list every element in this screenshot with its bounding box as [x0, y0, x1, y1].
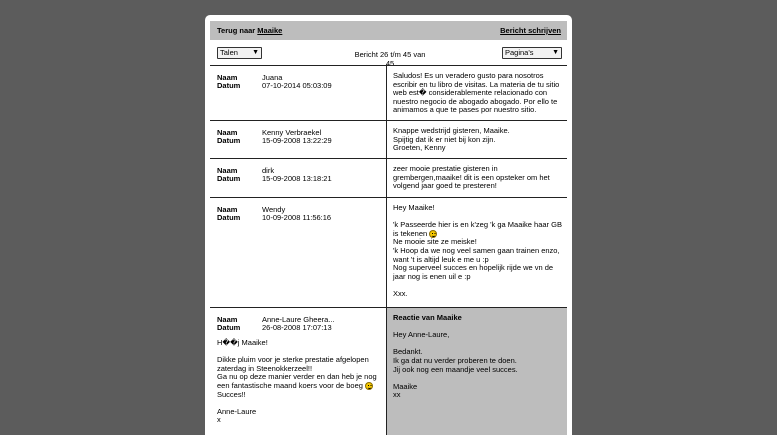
entry-author: Kenny Verbraekel — [262, 128, 322, 137]
entry-meta — [210, 66, 386, 121]
message-line: Ne mooie site ze meiske! — [393, 237, 477, 247]
message-line: Succes!! — [217, 389, 246, 399]
entry-author: Juana — [262, 73, 283, 82]
reply-line: xx — [393, 390, 401, 400]
entry-date: 10-09-2008 11:56:16 — [262, 213, 332, 222]
entry-date: 15-09-2008 13:22:29 — [262, 136, 332, 145]
entry-message: Saludos! Es un veradero gusto para nosotros escribir en tu libro de visitas. La materia de tu sitio web est� considerablemente relacionado con nuestro negocio de abogado abogado. Por ello te animamos a que te pases por nuestro sitio. — [393, 71, 560, 115]
chevron-down-icon: ▼ — [552, 49, 559, 56]
reply-line: Ik ga dat nu verder proberen te doen. — [393, 355, 517, 365]
message-line-text: Ga nu op deze manier verder en dan heb je nog een fantastische maand koers voor de boeg — [217, 372, 379, 390]
message-line-text: 'k Passeerde hier is en k'zeg 'k ga Maaike haar GB is tekenen — [393, 220, 565, 238]
pages-select-value: Pagina's — [505, 48, 534, 57]
reply-line: Maaike — [393, 381, 418, 391]
back-link-group — [217, 26, 282, 35]
entry-message-cell — [386, 66, 567, 121]
guestbook-entry — [210, 65, 567, 121]
message-line: Hey Maaike! — [393, 203, 435, 212]
reply-line — [393, 374, 563, 383]
chevron-down-icon: ▼ — [252, 49, 259, 56]
message-line: Nog superveel succes en hopelijk rijde we vn de jaar nog is enen uil e :p — [393, 263, 556, 281]
entry-message-cell — [386, 159, 567, 198]
smiley-icon — [365, 382, 373, 390]
name-label: Naam — [217, 73, 238, 82]
entry-author: dirk — [262, 166, 275, 175]
entry-date: 15-09-2008 13:18:21 — [262, 174, 332, 183]
name-label: Naam — [217, 315, 238, 324]
name-label: Naam — [217, 166, 238, 175]
entry-message — [217, 339, 380, 425]
entry-message-cell — [386, 198, 567, 308]
reply-title: Reactie van Maaike — [393, 313, 462, 322]
entry-author: Anne-Laure Gheera... — [262, 315, 335, 324]
guestbook-header-bar — [210, 21, 567, 40]
name-label: Naam — [217, 128, 238, 137]
entry-date: 26-08-2008 17:07:13 — [262, 323, 332, 332]
entry-author: Wendy — [262, 205, 286, 214]
message-range-info: Bericht 26 t/m 45 van 45 — [354, 50, 426, 68]
name-label: Naam — [217, 205, 238, 214]
message-line: Xxx. — [393, 288, 408, 298]
pages-select[interactable] — [502, 47, 562, 59]
entry-meta — [210, 121, 386, 159]
entry-meta — [210, 308, 386, 435]
entry-message — [393, 204, 563, 299]
write-message-link[interactable]: Bericht schrijven — [500, 26, 561, 35]
reply-line: Bedankt. — [393, 347, 423, 357]
entry-date: 07-10-2014 05:03:09 — [262, 81, 332, 90]
owner-reply — [393, 314, 563, 400]
guestbook-panel — [205, 15, 572, 435]
guestbook-navigation — [210, 40, 567, 68]
owner-reply-cell — [386, 308, 567, 435]
entry-meta — [210, 198, 386, 308]
back-prefix: Terug naar — [217, 26, 256, 35]
date-label: Datum — [217, 213, 241, 222]
date-label: Datum — [217, 136, 241, 145]
message-line — [217, 373, 380, 390]
guestbook-entry — [210, 307, 567, 435]
guestbook-entry — [210, 120, 567, 159]
reply-line: Hey Anne-Laure, — [393, 330, 450, 340]
message-line: 'k Hoop da we nog veel samen gaan trainen enzo, want 't is altijd leuk e me u :p — [393, 245, 562, 264]
message-line: H��j Maaike! — [217, 338, 268, 347]
date-label: Datum — [217, 81, 241, 90]
message-line: x — [217, 415, 221, 425]
guestbook-entry — [210, 158, 567, 198]
date-label: Datum — [217, 323, 241, 332]
date-label: Datum — [217, 174, 241, 183]
entry-message: zeer mooie prestatie gisteren in grembergen,maaike! dit is een opsteker om het volgend jaar goed te presteren! — [393, 164, 550, 191]
guestbook-entry — [210, 197, 567, 308]
back-to-maaike-link[interactable]: Maaike — [257, 26, 283, 35]
language-select-value: Talen — [220, 48, 238, 57]
language-select[interactable] — [217, 47, 262, 59]
message-line — [393, 281, 563, 290]
entry-message: Knappe wedstrijd gisteren, Maaike. Spijtig dat ik er niet bij kon zijn. Groeten, Kenny — [393, 126, 510, 153]
message-line: Dikke pluim voor je sterke prestatie afgelopen zaterdag in Steenokkerzeel!! — [217, 355, 371, 373]
entry-meta — [210, 159, 386, 198]
reply-line: Jij ook nog een maandje veel succes. — [393, 364, 518, 374]
message-line: Anne-Laure — [217, 406, 257, 416]
message-line — [393, 221, 563, 238]
entry-message-cell — [386, 121, 567, 159]
